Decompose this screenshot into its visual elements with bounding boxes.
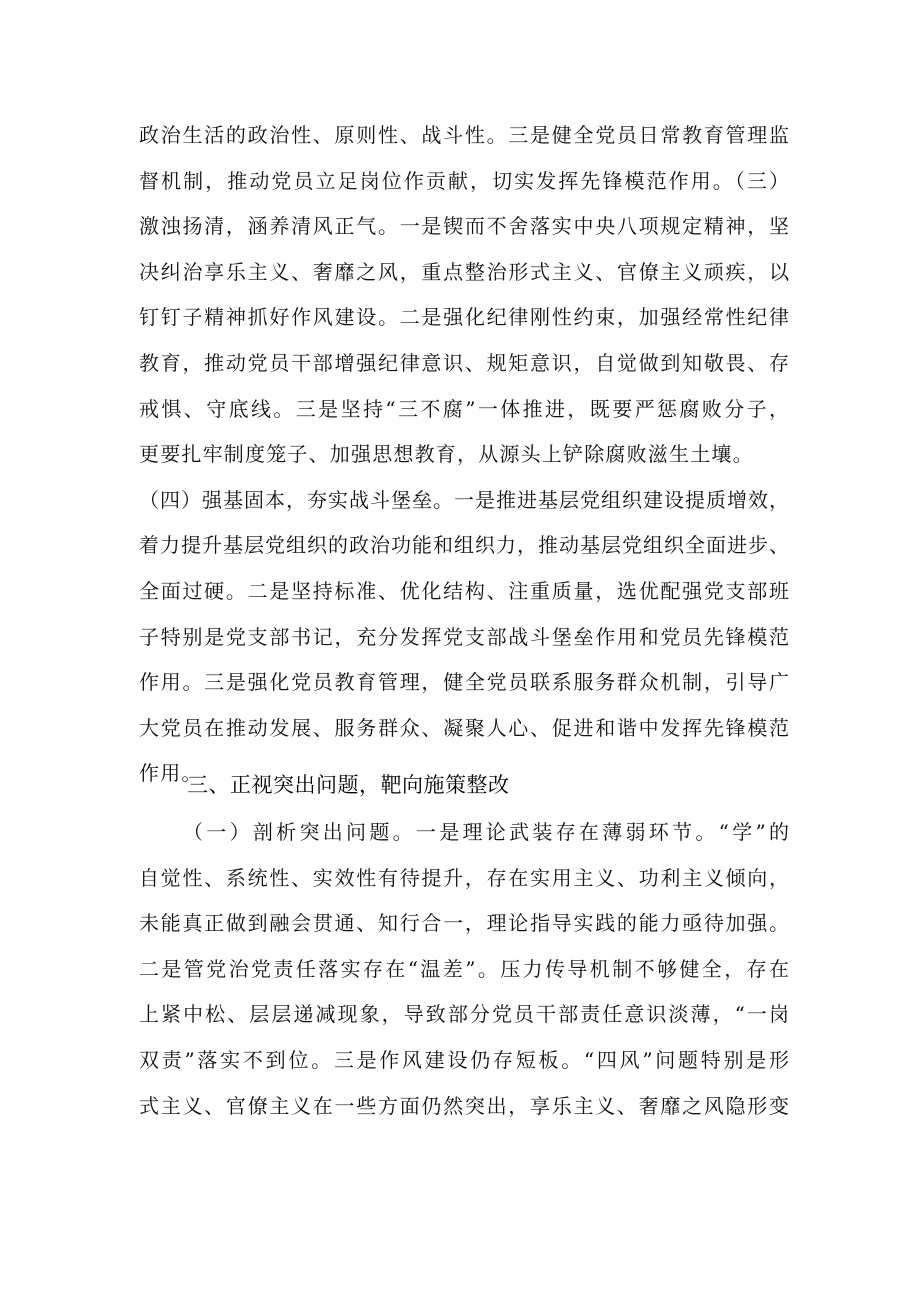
paragraph-line: 双责”落实不到位。三是作风建设仍存短板。“四风”问题特别是形 <box>139 1047 789 1072</box>
paragraph-line: 上紧中松、层层递减现象，导致部分党员干部责任意识淡薄，“一岗 <box>139 1002 789 1027</box>
paragraph-line: 政治生活的政治性、原则性、战斗性。三是健全党员日常教育管理监 <box>139 123 789 147</box>
paragraph-line: 激浊扬清，涵养清风正气。一是锲而不舍落实中央八项规定精神，坚 <box>139 214 789 239</box>
body-text-section-b <box>139 810 789 1129</box>
paragraph-line: 钉钉子精神抓好作风建设。二是强化纪律刚性约束，加强经常性纪律 <box>139 305 789 330</box>
paragraph-line: 决纠治享乐主义、奢靡之风，重点整治形式主义、官僚主义顽疾，以 <box>139 259 789 284</box>
paragraph-line: 未能真正做到融会贯通、知行合一，理论指导实践的能力亟待加强。 <box>139 911 789 936</box>
paragraph-line: 大党员在推动发展、服务群众、凝聚人心、促进和谐中发挥先锋模范 <box>139 715 789 740</box>
paragraph-line: 作用。 <box>139 761 203 786</box>
paragraph-line: 式主义、官僚主义在一些方面仍然突出，享乐主义、奢靡之风隐形变 <box>139 1093 789 1118</box>
paragraph-line: 自觉性、系统性、实效性有待提升，存在实用主义、功利主义倾向， <box>139 865 789 890</box>
section-heading: 三、正视突出问题，靶向施策整改 <box>187 773 510 797</box>
paragraph-line: 教育，推动党员干部增强纪律意识、规矩意识，自觉做到知敬畏、存 <box>139 350 789 375</box>
paragraph-line: 督机制，推动党员立足岗位作贡献，切实发挥先锋模范作用。（三） <box>139 168 789 193</box>
paragraph-line: 着力提升基层党组织的政治功能和组织力，推动基层党组织全面进步、 <box>139 533 789 558</box>
paragraph-line: 戒惧、守底线。三是坚持“三不腐”一体推进，既要严惩腐败分子， <box>139 396 789 421</box>
paragraph-line: （四）强基固本，夯实战斗堡垒。一是推进基层党组织建设提质增效， <box>139 487 789 512</box>
paragraph-line: 作用。三是强化党员教育管理，健全党员联系服务群众机制，引导广 <box>139 670 789 695</box>
paragraph-line: 全面过硬。二是坚持标准、优化结构、注重质量，选优配强党支部班 <box>139 578 789 603</box>
paragraph-line: （一）剖析突出问题。一是理论武装存在薄弱环节。“学”的 <box>183 820 789 844</box>
paragraph-line: 二是管党治党责任落实存在“温差”。压力传导机制不够健全，存在 <box>139 956 789 981</box>
paragraph-line: 更要扎牢制度笼子、加强思想教育，从源头上铲除腐败滋生土壤。 <box>139 442 754 467</box>
body-text-section-a <box>139 113 789 797</box>
paragraph-line: 子特别是党支部书记，充分发挥党支部战斗堡垒作用和党员先锋模范 <box>139 624 789 649</box>
